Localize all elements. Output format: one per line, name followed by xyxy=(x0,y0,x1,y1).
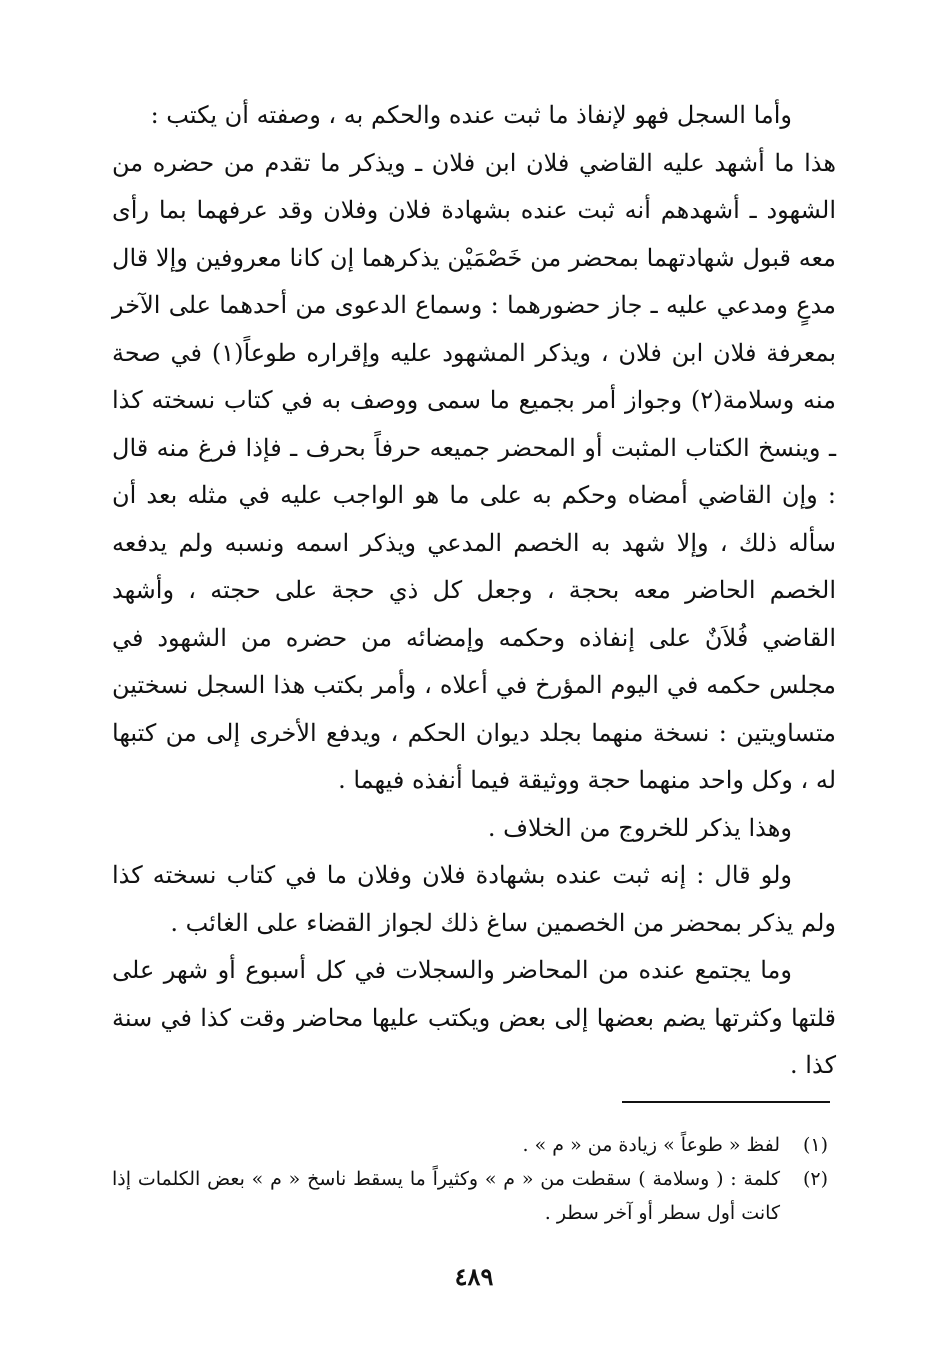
page-number: ٤٨٩ xyxy=(454,1262,494,1291)
footnote-2-number: (٢) xyxy=(802,1168,828,1190)
paragraph-2: هذا ما أشهد عليه القاضي فلان ابن فلان ـ ويذكر ما تقدم من حضره من الشهود ـ أشهدهم أنه ثبت عنده بشهادة فلان وفلان وقد عرفهما بما رأى معه قبول شهادتهما بمحضر من خَصْمَيْن يذكرهما إن كانا معروفين وإلا قال مدعٍ ومدعي عليه ـ جاز حضورهما : وسماع الدعوى من أحدهما على الآخر بمعرفة فلان ابن فلان ، ويذكر المشهود عليه وإقراره طوعاً(١) في صحة منه وسلامة(٢) وجواز أمر بجميع ما سمى ووصف به في كتاب نسخته كذا ـ وينسخ الكتاب المثبت أو المحضر جميعه حرفاً بحرف ـ فإذا فرغ منه قال : وإن القاضي أمضاه وحكم به على ما هو الواجب عليه في مثله بعد أن سأله ذلك ، وإلا شهد به الخصم المدعي ويذكر اسمه ونسبه ولم يدفعه الخصم الحاضر معه بحجة ، وجعل كل ذي حجة على حجته ، وأشهد القاضي فُلاَنٌ على إنفاذه وحكمه وإمضائه من حضره من الشهود في مجلس حكمه في اليوم المؤرخ في أعلاه ، وأمر بكتب هذا السجل نسختين متساويتين : نسخة منهما بجلد ديوان الحكم ، ويدفع الأخرى إلى من كتبها له ، وكل واحد منهما حجة ووثيقة فيما أنفذه فيهما . xyxy=(112,148,836,794)
footnote-1-text: لفظ « طوعاً » زيادة من « م » . xyxy=(522,1134,780,1156)
paragraph-1: وأما السجل فهو لإنفاذ ما ثبت عنده والحكم به ، وصفته أن يكتب : xyxy=(150,101,792,129)
footnote-2 xyxy=(112,1162,836,1230)
paragraph-4: ولو قال : إنه ثبت عنده بشهادة فلان وفلان ما في كتاب نسخته كذا ولم يذكر بمحضر من الخصمين ساغ ذلك لجواز القضاء على الغائب . xyxy=(112,861,836,937)
paragraph-5: وما يجتمع عنده من المحاضر والسجلات في كل أسبوع أو شهر على قلتها وكثرتها يضم بعضها إلى بعض ويكتب عليها محاضر وقت كذا في سنة كذا . xyxy=(112,956,836,1079)
footnote-2-text: كلمة : ( وسلامة ) سقطت من « م » وكثيراً ما يسقط ناسخ « م » بعض الكلمات إذا كانت أول سطر أو آخر سطر . xyxy=(112,1168,780,1224)
footnote-1-number: (١) xyxy=(802,1134,828,1156)
footnotes xyxy=(112,1128,836,1230)
footnote-separator xyxy=(622,1101,830,1103)
main-text xyxy=(112,92,836,1090)
paragraph-3: وهذا يذكر للخروج من الخلاف . xyxy=(487,813,792,842)
footnote-1 xyxy=(112,1128,836,1162)
